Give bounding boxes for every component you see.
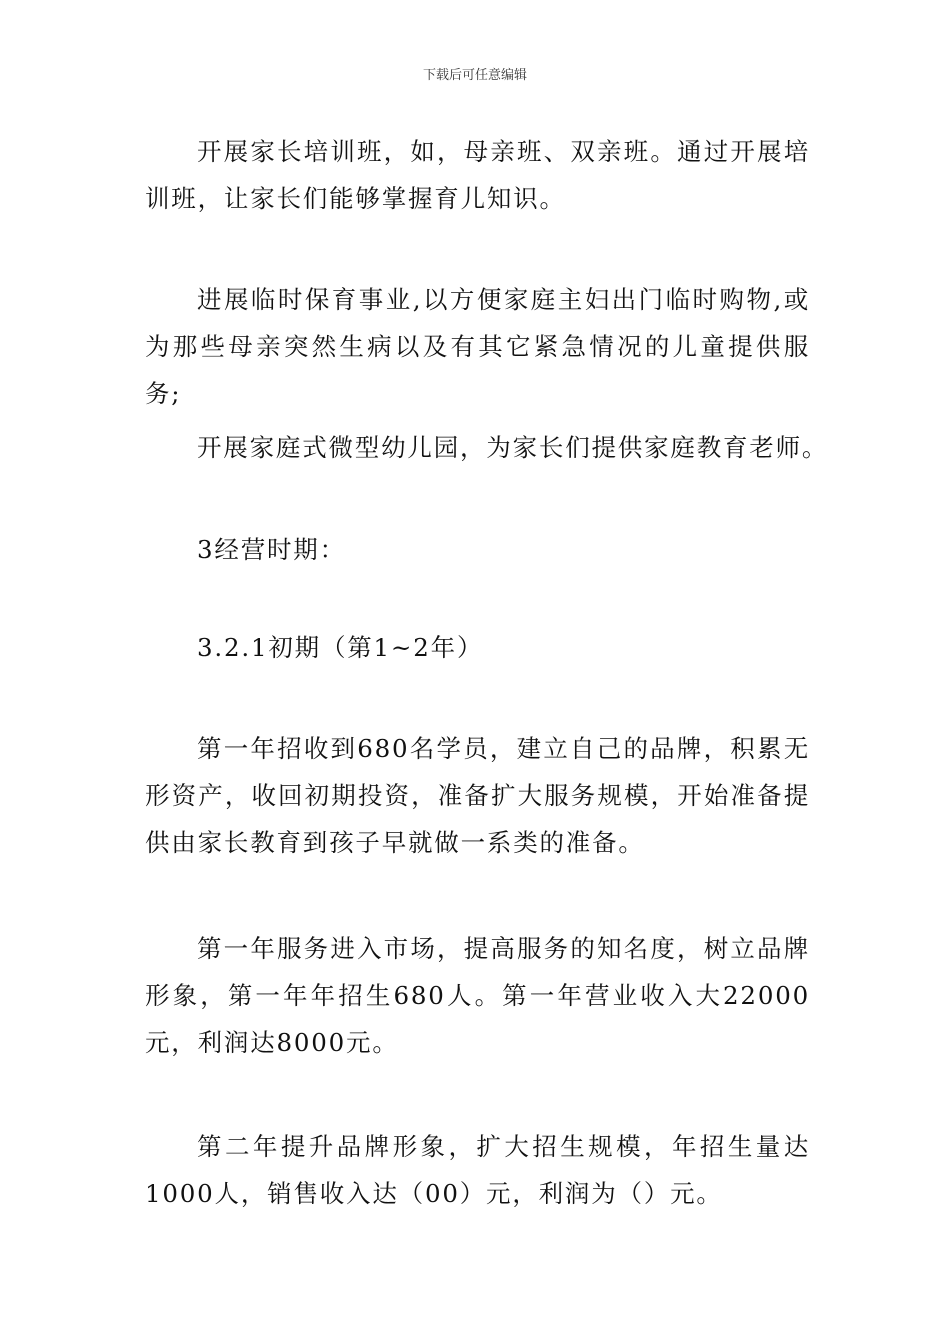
paragraph-home-kindergarten: 开展家庭式微型幼儿园，为家长们提供家庭教育老师。: [197, 433, 829, 462]
paragraph-temporary-care: 进展临时保育事业,以方便家庭主妇出门临时购物,或为那些母亲突然生病以及有其它紧急情况的儿童提供服务;: [145, 285, 810, 408]
subsection-heading-initial-period: 3.2.1初期（第1~2年）: [197, 633, 484, 662]
paragraph-first-year-students: 第一年招收到680名学员，建立自己的品牌，积累无形资产，收回初期投资，准备扩大服务规模，开始准备提供由家长教育到孩子早就做一系类的准备。: [145, 734, 810, 857]
paragraph-first-year-market: 第一年服务进入市场，提高服务的知名度，树立品牌形象，第一年年招生680人。第一年营业收入大22000元，利润达8000元。: [145, 934, 810, 1057]
page-header: 下载后可任意编辑: [422, 68, 527, 83]
paragraph-second-year: 第二年提升品牌形象，扩大招生规模，年招生量达1000人，销售收入达（00）元，利润为（）元。: [145, 1132, 810, 1208]
paragraph-parent-training: 开展家长培训班，如，母亲班、双亲班。通过开展培训班，让家长们能够掌握育儿知识。: [145, 137, 810, 213]
section-heading-operation-period: 3经营时期：: [197, 535, 346, 564]
